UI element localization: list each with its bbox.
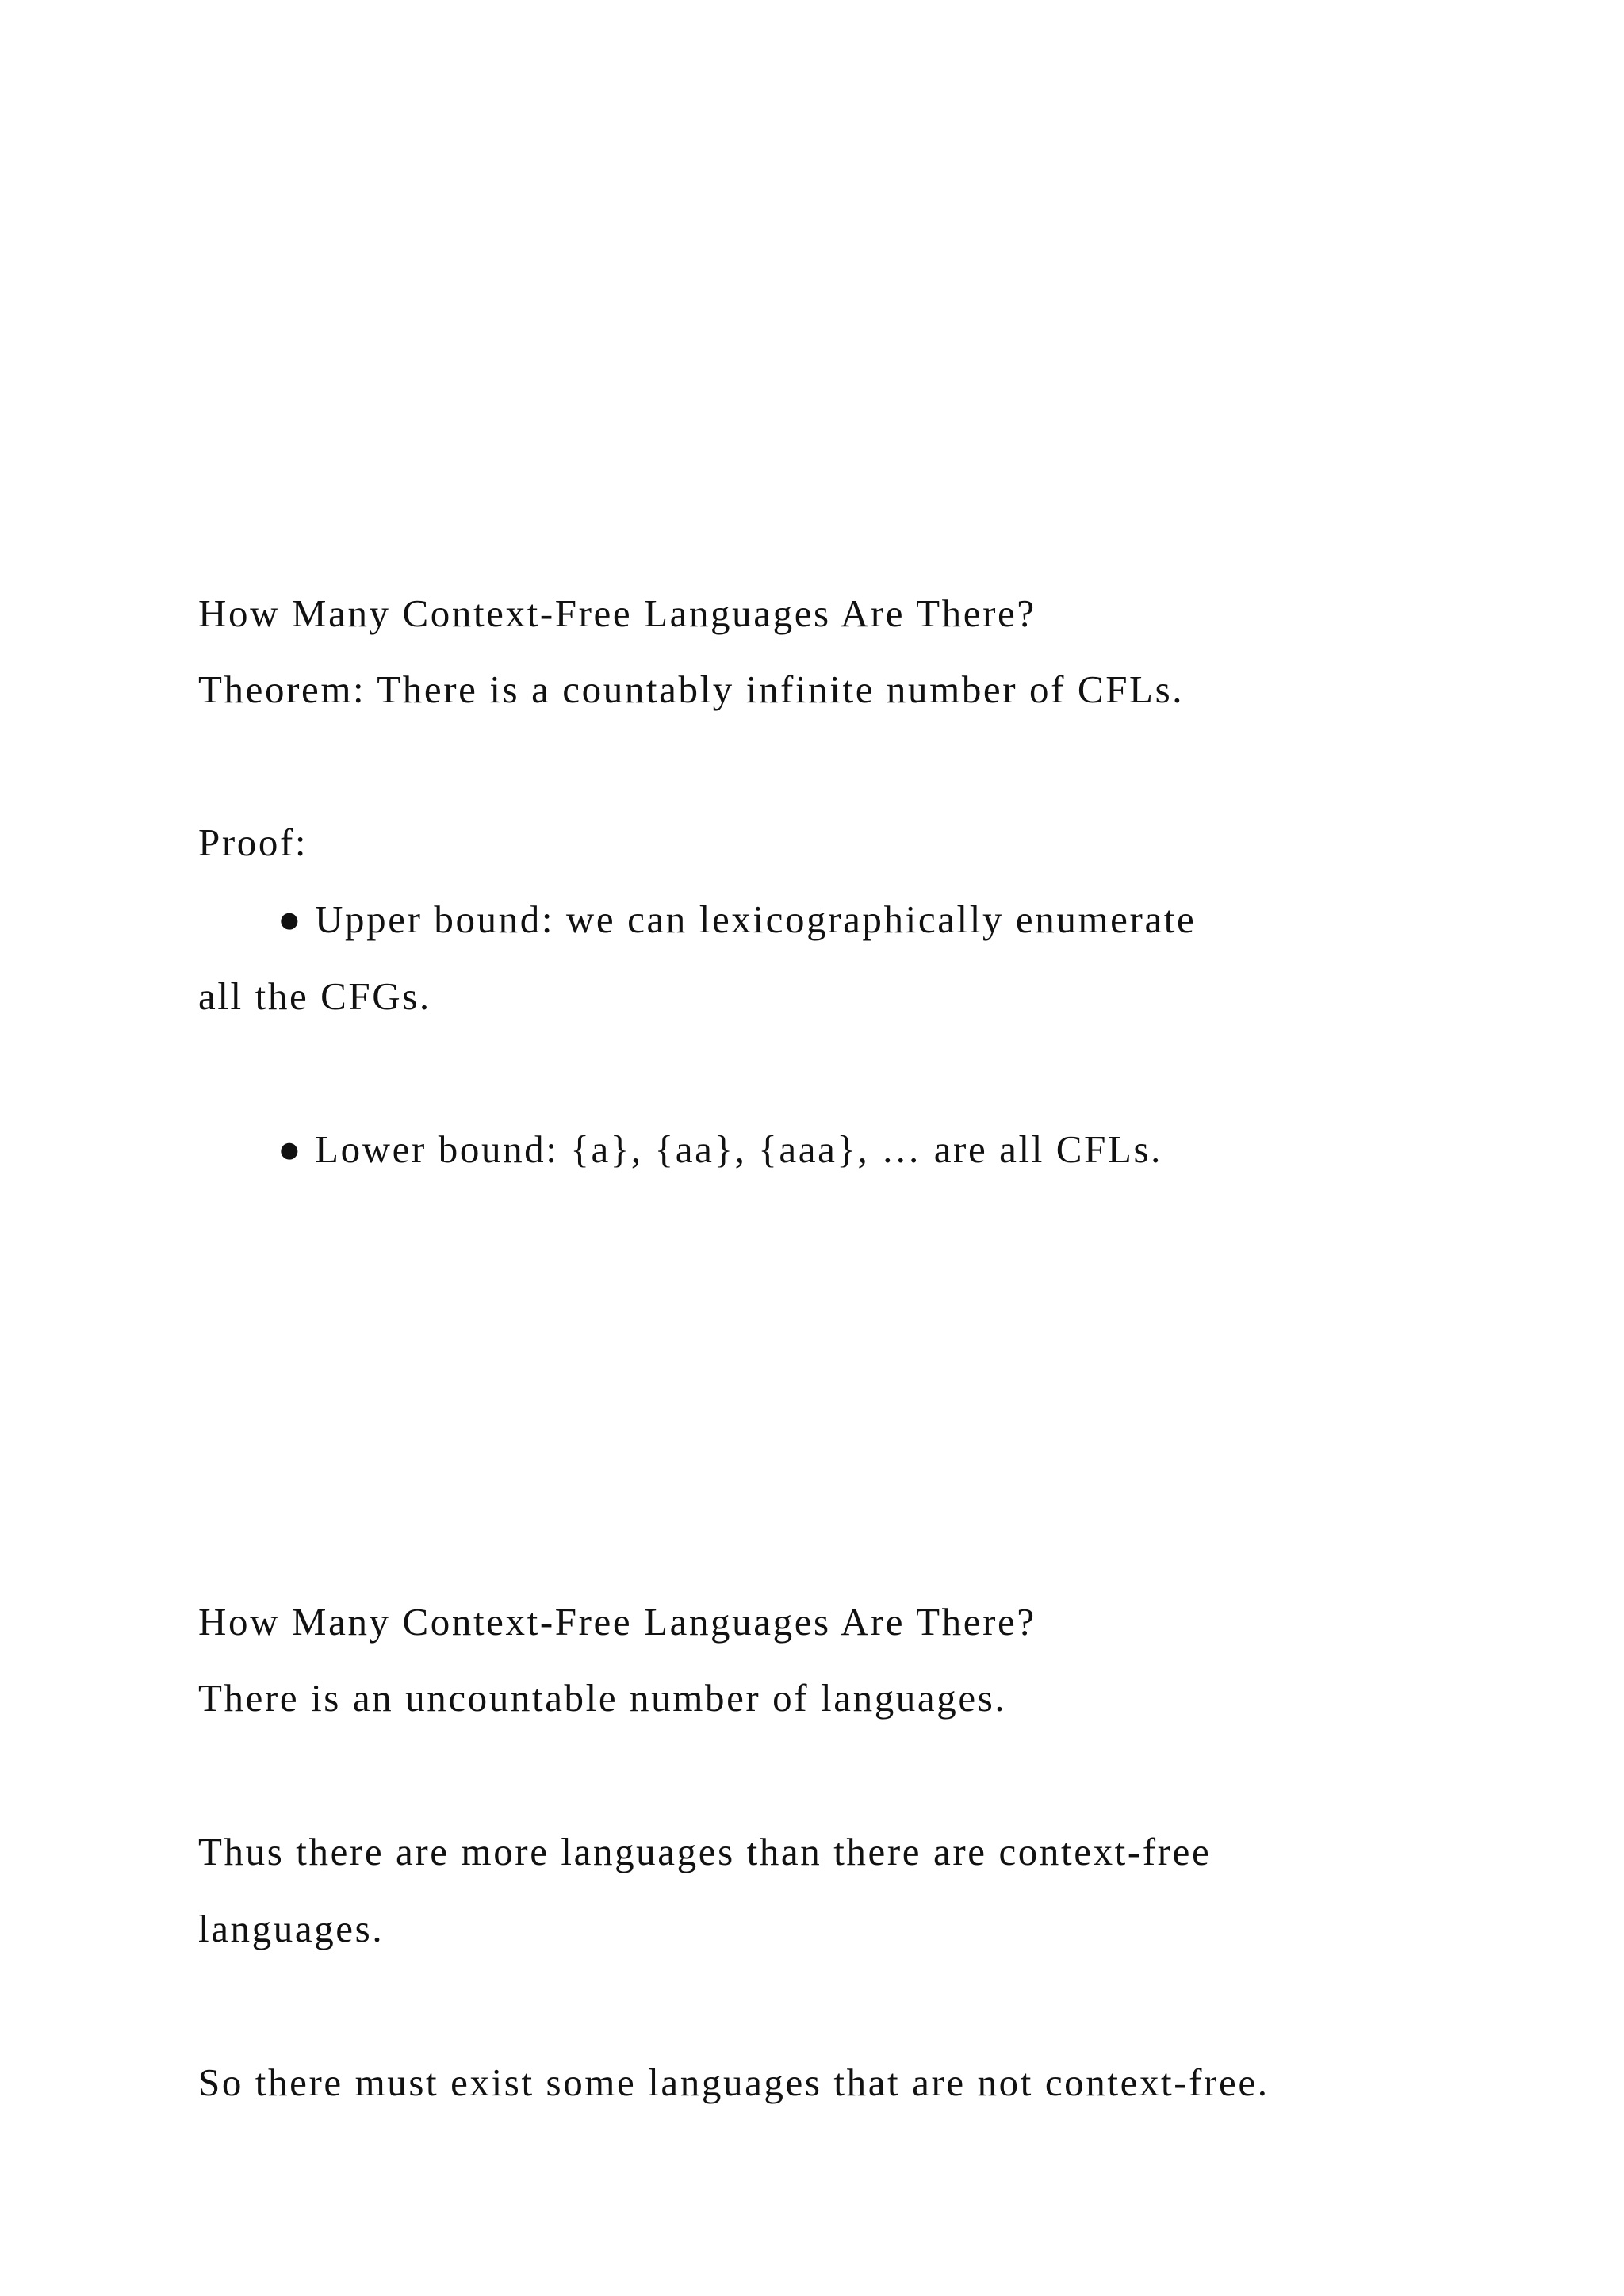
proof-label: Proof:: [198, 821, 308, 864]
section2-heading: How Many Context-Free Languages Are There?: [198, 1600, 1036, 1644]
conclusion-text: So there must exist some languages that are not context-free.: [198, 2061, 1270, 2104]
bullet-upper-bound: ● Upper bound: we can lexicographically enumerate: [278, 897, 1197, 941]
section1-heading: How Many Context-Free Languages Are There?: [198, 591, 1036, 635]
bullet-upper-bound-continuation: all the CFGs.: [198, 974, 431, 1018]
comparison-text-continuation: languages.: [198, 1907, 385, 1950]
theorem-text: Theorem: There is a countably infinite number of CFLs.: [198, 668, 1185, 711]
uncountable-statement: There is an uncountable number of languages.: [198, 1676, 1007, 1720]
comparison-text: Thus there are more languages than there are context-free: [198, 1830, 1212, 1873]
bullet-lower-bound: ● Lower bound: {a}, {aa}, {aaa}, … are all CFLs.: [278, 1127, 1162, 1171]
